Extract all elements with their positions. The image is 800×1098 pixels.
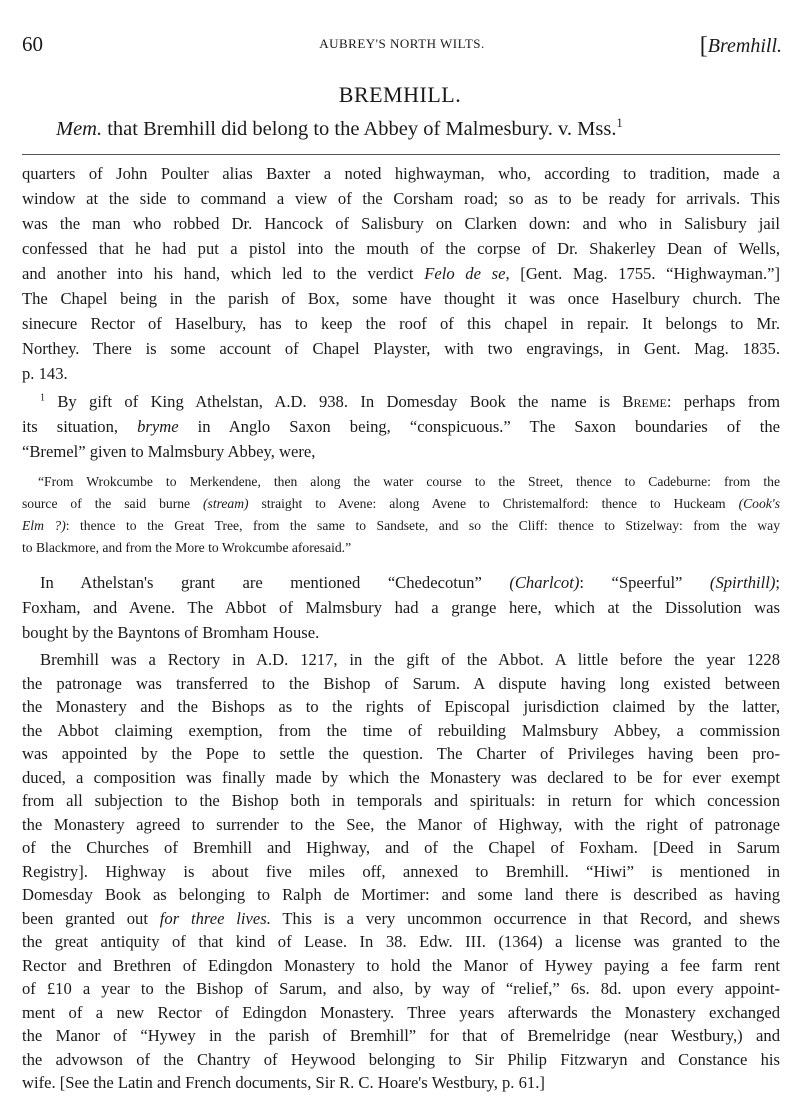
section-reference xyxy=(700,32,782,59)
text-span: By gift of King Athelstan, A.D. 938. In Domesday Book the name is xyxy=(44,392,623,411)
text-line: of the Churches of Bremhill and Highway, and of the Chapel of Foxham. [Deed in Sarum xyxy=(22,838,780,857)
quotation-line: “From Wrokcumbe to Merkendene, then along the water course to the Street, thence to Cadeburne: from the xyxy=(38,474,780,489)
text-line xyxy=(22,909,780,929)
italic-term: (Cook's xyxy=(738,496,780,511)
footnote-line xyxy=(22,417,780,437)
page-header xyxy=(22,32,782,62)
memo-lead: Mem. xyxy=(56,118,103,140)
italic-term: Elm ?) xyxy=(22,518,66,533)
text-span: In Athelstan's grant are mentioned “Chedecotun” xyxy=(40,573,510,592)
text-line: Domesday Book as belonging to Ralph de Mortimer: and some land there is described as having xyxy=(22,885,780,904)
text-line: Northey. There is some account of Chapel Playster, with two engravings, in Gent. Mag. 1835. xyxy=(22,339,780,358)
italic-term: (Charlcot) xyxy=(509,573,580,592)
text-span: ; xyxy=(775,573,780,592)
text-span: This is a very uncommon occurrence in that Record, and shews xyxy=(270,908,780,928)
page-number: 60 xyxy=(22,32,43,56)
text-line: the Manor of “Hywey in the parish of Bremhill” for that of Bremelridge (near Westbury,) and xyxy=(22,1026,780,1045)
text-span: : perhaps from xyxy=(666,392,780,411)
text-span: : thence to the Great Tree, from the same to Sandsete, and so the Cliff: thence to Stizelway: from the way xyxy=(65,518,780,533)
quotation-line xyxy=(22,518,780,534)
italic-term: Felo de se xyxy=(424,264,506,283)
footnote-mark: 1 xyxy=(616,116,623,131)
text-line: p. 143. xyxy=(22,364,68,383)
italic-term: (Spirthill) xyxy=(709,573,776,592)
small-caps-term: Breme xyxy=(622,392,667,411)
text-span: been granted out xyxy=(22,908,160,928)
italic-term: (stream) xyxy=(203,496,249,511)
horizontal-rule xyxy=(22,154,780,155)
text-line: the patronage was transferred to the Bishop of Sarum. A dispute having long existed between xyxy=(22,673,780,693)
text-line: Registry]. Highway is about five miles off, annexed to Bremhill. “Hiwi” is mentioned in xyxy=(22,861,780,881)
text-line: the Monastery agreed to surrender to the See, the Manor of Highway, with the right of patronage xyxy=(22,814,780,834)
text-span: in Anglo Saxon being, “conspicuous.” The Saxon boundaries of the xyxy=(178,417,780,436)
footnote-line xyxy=(40,392,780,412)
text-span: and another into his hand, which led to the verdict xyxy=(22,264,425,283)
quotation-line: to Blackmore, and from the More to Wrokcumbe aforesaid.” xyxy=(22,540,352,555)
section-title: BREMHILL. xyxy=(338,82,462,107)
text-line: was the man who robbed Dr. Hancock of Salisbury on Clarken down: and who in Salisbury jail xyxy=(22,214,780,233)
text-span: straight to Avene: along Avene to Christemalford: thence to Huckeam xyxy=(248,496,739,511)
footnote-number: 1 xyxy=(40,392,45,404)
text-line: sinecure Rector of Haselbury, has to keep the roof of this chapel in repair. It belongs to Mr. xyxy=(22,314,780,333)
text-line: wife. [See the Latin and French documents, Sir R. C. Hoare's Westbury, p. 61.] xyxy=(22,1073,545,1092)
text-line xyxy=(22,264,780,284)
memo-text: that Bremhill did belong to the Abbey of Malmesbury. v. Mss. xyxy=(102,118,617,140)
text-span: source of the said burne xyxy=(22,496,204,511)
text-span: , [Gent. Mag. 1755. “Highwayman.”] xyxy=(505,264,780,283)
text-line: from all subjection to the Bishop both in temporals and spirituals: in return for which concession xyxy=(22,791,780,810)
italic-term: bryme xyxy=(137,417,179,436)
memo-line xyxy=(56,118,623,141)
text-span: its situation, xyxy=(22,417,138,436)
section-name: Bremhill. xyxy=(707,35,782,57)
running-title: AUBREY'S NORTH WILTS. xyxy=(319,36,485,51)
text-line: Bremhill was a Rectory in A.D. 1217, in the gift of the Abbot. A little before the year 1228 xyxy=(40,650,780,669)
footnote-line: “Bremel” given to Malmsbury Abbey, were, xyxy=(22,442,316,461)
text-line: Rector and Brethren of Edingdon Monastery to hold the Manor of Hywey paying a fee farm rent xyxy=(22,955,780,975)
text-line: quarters of John Poulter alias Baxter a noted highwayman, who, according to tradition, made a xyxy=(22,164,780,183)
text-line: confessed that he had put a pistol into the mouth of the corpse of Dr. Shakerley Dean of Wells, xyxy=(22,239,780,258)
quotation-line xyxy=(22,496,780,512)
section-bracket: [ xyxy=(699,33,708,59)
text-line: ment of a new Rector of Edingdon Monastery. Three years afterwards the Monastery exchanged xyxy=(22,1002,780,1022)
text-line: the great antiquity of that kind of Lease. In 38. Edw. III. (1364) a license was granted to the xyxy=(22,932,780,951)
text-line: the Abbot claiming exemption, from the time of rebuilding Malmsbury Abbey, a commission xyxy=(22,720,780,740)
text-line: duced, a composition was finally made by which the Monastery was declared to be for ever exempt xyxy=(22,767,780,787)
text-line: the advowson of the Chantry of Heywood belonging to Sir Philip Fitzwaryn and Constance his xyxy=(22,1049,780,1069)
text-line: The Chapel being in the parish of Box, some have thought it was once Haselbury church. The xyxy=(22,289,780,308)
text-line: bought by the Bayntons of Bromham House. xyxy=(22,623,320,642)
text-line: the Monastery and the Bishops as to the rights of Episcopal jurisdiction claimed by the latter, xyxy=(22,697,780,716)
text-line: of £10 a year to the Bishop of Sarum, and also, by way of “relief,” 6s. 8d. upon every appoint- xyxy=(22,979,780,998)
text-line xyxy=(40,573,780,593)
text-line: was appointed by the Pope to settle the question. The Charter of Privileges having been pro- xyxy=(22,744,780,763)
text-line: Foxham, and Avene. The Abbot of Malmsbury had a grange here, which at the Dissolution was xyxy=(22,598,780,617)
text-span: : “Speerful” xyxy=(579,573,710,592)
text-line: window at the side to command a view of the Corsham road; so as to be ready for arrivals. This xyxy=(22,189,780,208)
italic-term: for three lives. xyxy=(159,908,271,928)
